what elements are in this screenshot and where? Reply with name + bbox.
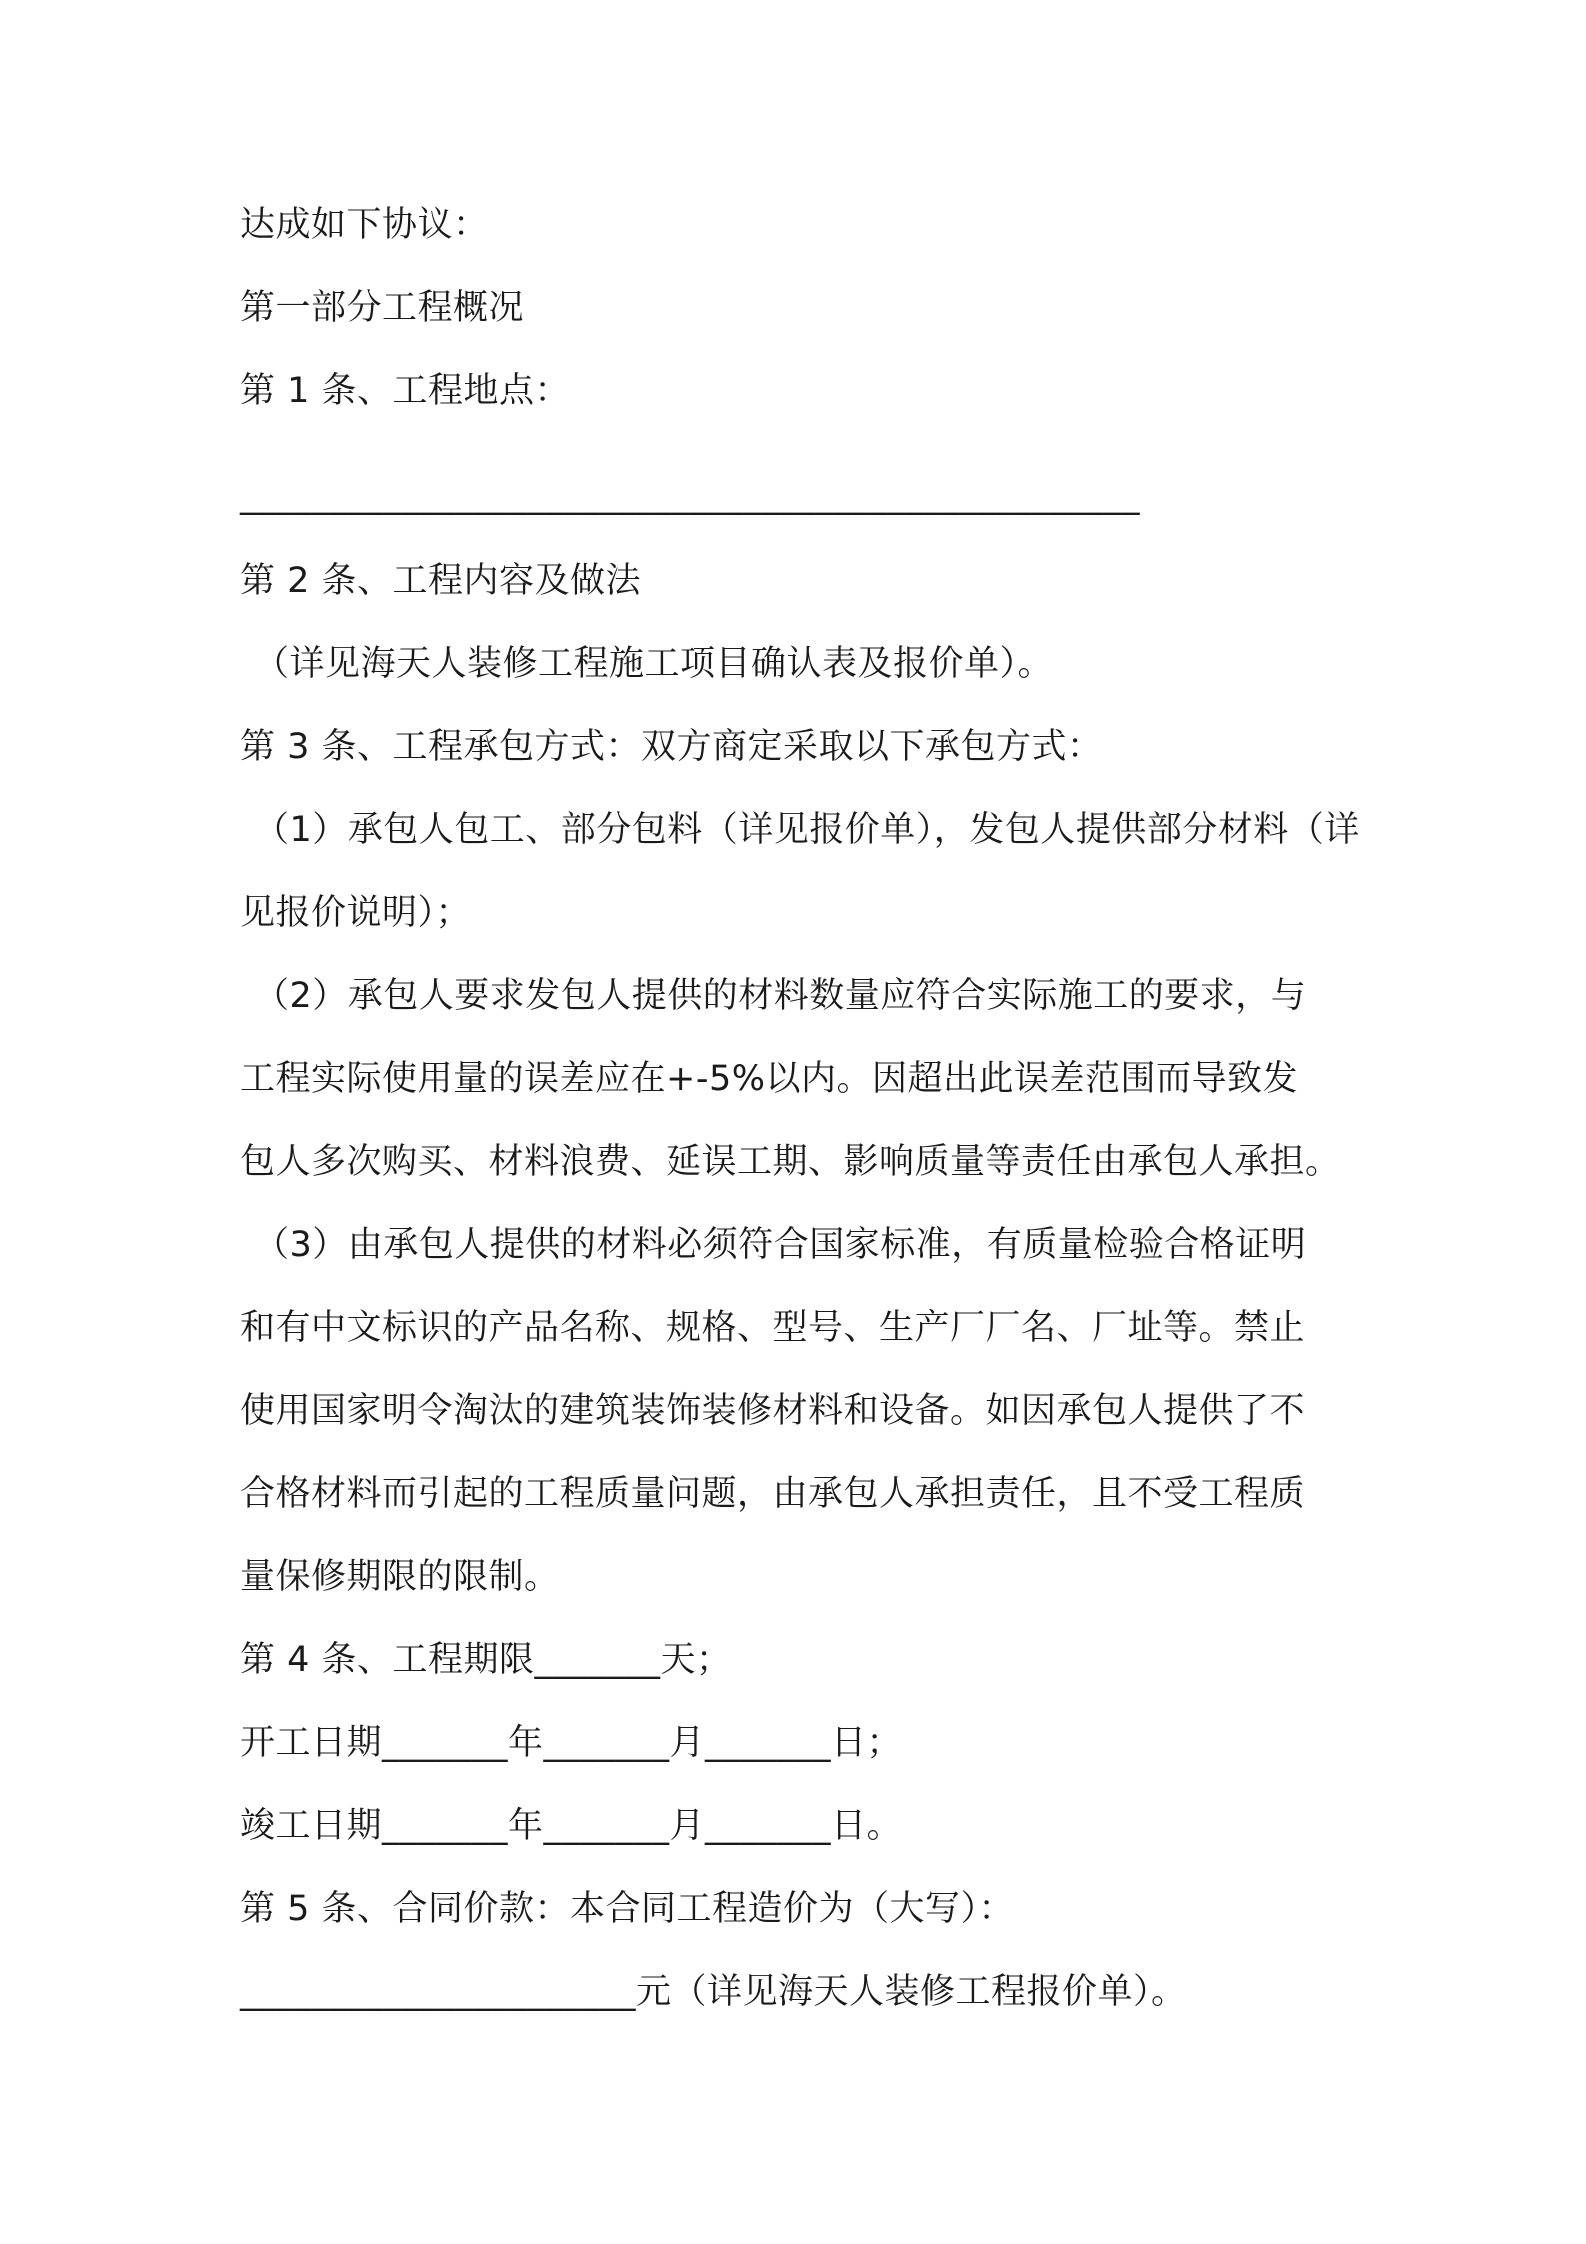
clause-2-line-2: 工程实际使用量的误差应在+-5%以内。因超出此误差范围而导致发	[240, 1059, 1298, 1099]
location-blank-line: __________________________________________________	[240, 476, 1140, 516]
clause-1-line-1: （1）承包人包工、部分包料（详见报价单），发包人提供部分材料（详	[254, 810, 1360, 850]
article-2-project-content: 第 2 条、工程内容及做法	[240, 561, 642, 601]
clause-1-line-2: 见报价说明）；	[240, 893, 472, 933]
clause-2-line-1: （2）承包人要求发包人提供的材料数量应符合实际施工的要求，与	[254, 976, 1307, 1016]
clause-3-line-3: 使用国家明令淘汰的建筑装饰装修材料和设备。如因承包人提供了不	[240, 1391, 1306, 1431]
clause-2-line-3: 包人多次购买、材料浪费、延误工期、影响质量等责任由承包人承担。	[240, 1142, 1341, 1182]
article-3-contract-method: 第 3 条、工程承包方式：双方商定采取以下承包方式：	[240, 727, 1103, 767]
completion-date-line: 竣工日期_______年_______月_______日。	[240, 1806, 903, 1846]
clause-3-line-5: 量保修期限的限制。	[240, 1557, 560, 1597]
contract-price-blank-line: ______________________元（详见海天人装修工程报价单）。	[240, 1972, 1187, 2012]
clause-3-line-1: （3）由承包人提供的材料必须符合国家标准，有质量检验合格证明	[254, 1225, 1307, 1265]
contract-body	[240, 200, 1360, 2050]
article-2-note: （详见海天人装修工程施工项目确认表及报价单）。	[254, 644, 1054, 684]
article-1-project-location: 第 1 条、工程地点：	[240, 371, 571, 411]
section-heading-project-overview: 第一部分工程概况	[240, 288, 525, 328]
clause-3-line-2: 和有中文标识的产品名称、规格、型号、生产厂厂名、厂址等。禁止	[240, 1308, 1306, 1348]
start-date-line: 开工日期_______年_______月_______日；	[240, 1723, 903, 1763]
agreement-intro: 达成如下协议：	[240, 205, 489, 245]
article-4-project-duration: 第 4 条、工程期限_______天；	[240, 1640, 732, 1680]
article-5-contract-price: 第 5 条、合同价款：本合同工程造价为（大写）：	[240, 1889, 1015, 1929]
clause-3-line-4: 合格材料而引起的工程质量问题，由承包人承担责任，且不受工程质	[240, 1474, 1306, 1514]
